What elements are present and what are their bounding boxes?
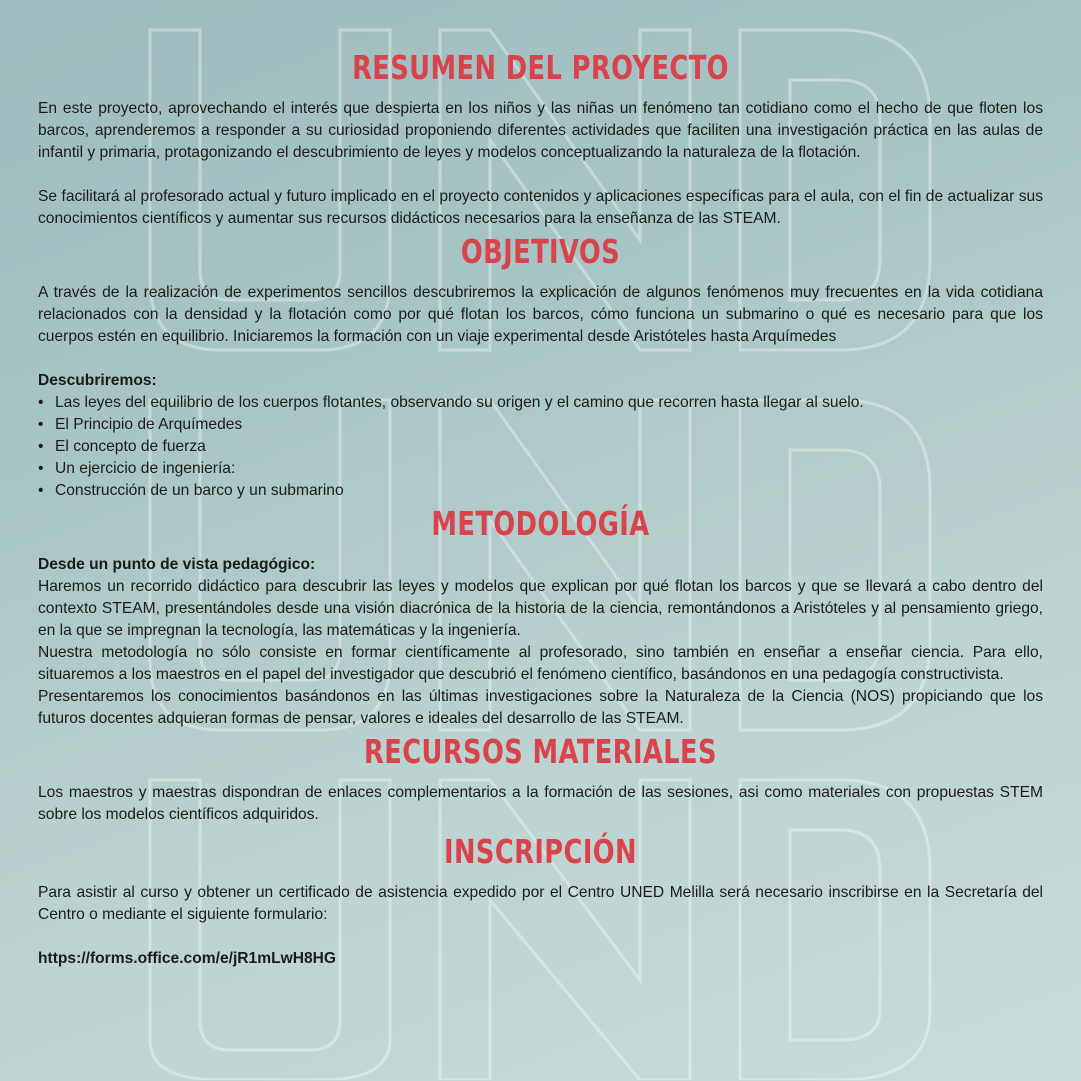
- list-item: • Las leyes del equilibrio de los cuerpos flotantes, observando su origen y el camino que recorren hasta llegar al suelo.: [38, 392, 1043, 414]
- heading-recursos: RECURSOS MATERIALES: [364, 732, 717, 771]
- inscripcion-paragraph: Para asistir al curso y obtener un certificado de asistencia expedido por el Centro UNED Melilla será necesario inscribirse en la Secretaría del Centro o mediante el siguiente formulario:: [38, 884, 1043, 923]
- objetivos-subtitle: Descubriremos:: [38, 372, 157, 389]
- metodologia-paragraph-1: Haremos un recorrido didáctico para descubrir las leyes y modelos que explican por qué flotan los barcos y que se llevará a cabo dentro del contexto STEAM, presentándoles desde una visión diacrónica de la historia de la ciencia, remontándonos a Aristóteles y al pensamiento griego, en la que se impregnan la tecnología, las matemáticas y la ingeniería.: [38, 578, 1043, 639]
- bullet-icon: •: [38, 482, 44, 499]
- heading-inscripcion: INSCRIPCIÓN: [443, 832, 638, 871]
- list-item: • El Principio de Arquímedes: [38, 414, 1043, 436]
- heading-resumen: RESUMEN DEL PROYECTO: [352, 48, 729, 87]
- registration-form-link[interactable]: https://forms.office.com/e/jR1mLwH8HG: [38, 950, 337, 967]
- heading-objetivos: OBJETIVOS: [460, 232, 621, 271]
- resumen-paragraph-2: Se facilitará al profesorado actual y futuro implicado en el proyecto contenidos y aplicaciones específicas para el aula, con el fin de actualizar sus conocimientos científicos y aumentar sus recursos didácticos necesarios para la enseñanza de las STEAM.: [38, 188, 1043, 227]
- list-item: • El concepto de fuerza: [38, 436, 1043, 458]
- bullet-icon: •: [38, 438, 44, 455]
- metodologia-paragraph-2: Nuestra metodología no sólo consiste en formar científicamente al profesorado, sino también en enseñar a enseñar ciencia. Para ello, situaremos a los maestros en el papel del investigador que descubrió el fenómeno científico, basándonos en una pedagogía constructivista.: [38, 644, 1043, 683]
- list-item: • Un ejercicio de ingeniería:: [38, 458, 1043, 480]
- metodologia-subtitle: Desde un punto de vista pedagógico:: [38, 556, 316, 573]
- bullet-icon: •: [38, 394, 44, 411]
- content: [38, 44, 1043, 970]
- recursos-paragraph: Los maestros y maestras dispondran de enlaces complementarios a la formación de las sesiones, asi como materiales con propuestas STEM sobre los modelos científicos adquiridos.: [38, 784, 1043, 823]
- bullet-icon: •: [38, 416, 44, 433]
- resumen-paragraph-1: En este proyecto, aprovechando el interés que despierta en los niños y las niñas un fenómeno tan cotidiano como el hecho de que floten los barcos, aprenderemos a responder a su curiosidad proponiendo diferentes actividades que faciliten una investigación práctica en las aulas de infantil y primaria, protagonizando el descubrimiento de leyes y modelos conceptualizando la naturaleza de la flotación.: [38, 100, 1043, 161]
- list-item: • Construcción de un barco y un submarino: [38, 480, 1043, 502]
- metodologia-paragraph-3: Presentaremos los conocimientos basándonos en las últimas investigaciones sobre la Naturaleza de la Ciencia (NOS) propiciando que los futuros docentes adquieran formas de pensar, valores e ideales del desarrollo de las STEAM.: [38, 688, 1043, 727]
- heading-metodologia: METODOLOGÍA: [431, 504, 650, 543]
- objetivos-list: [38, 392, 1043, 502]
- bullet-icon: •: [38, 460, 44, 477]
- objetivos-paragraph: A través de la realización de experimentos sencillos descubriremos la explicación de algunos fenómenos muy frecuentes en la vida cotidiana relacionados con la densidad y la flotación como por qué flotan los barcos, cómo funciona un submarino o qué es necesario para que los cuerpos estén en equilibrio. Iniciaremos la formación con un viaje experimental desde Aristóteles hasta Arquímedes: [38, 284, 1043, 345]
